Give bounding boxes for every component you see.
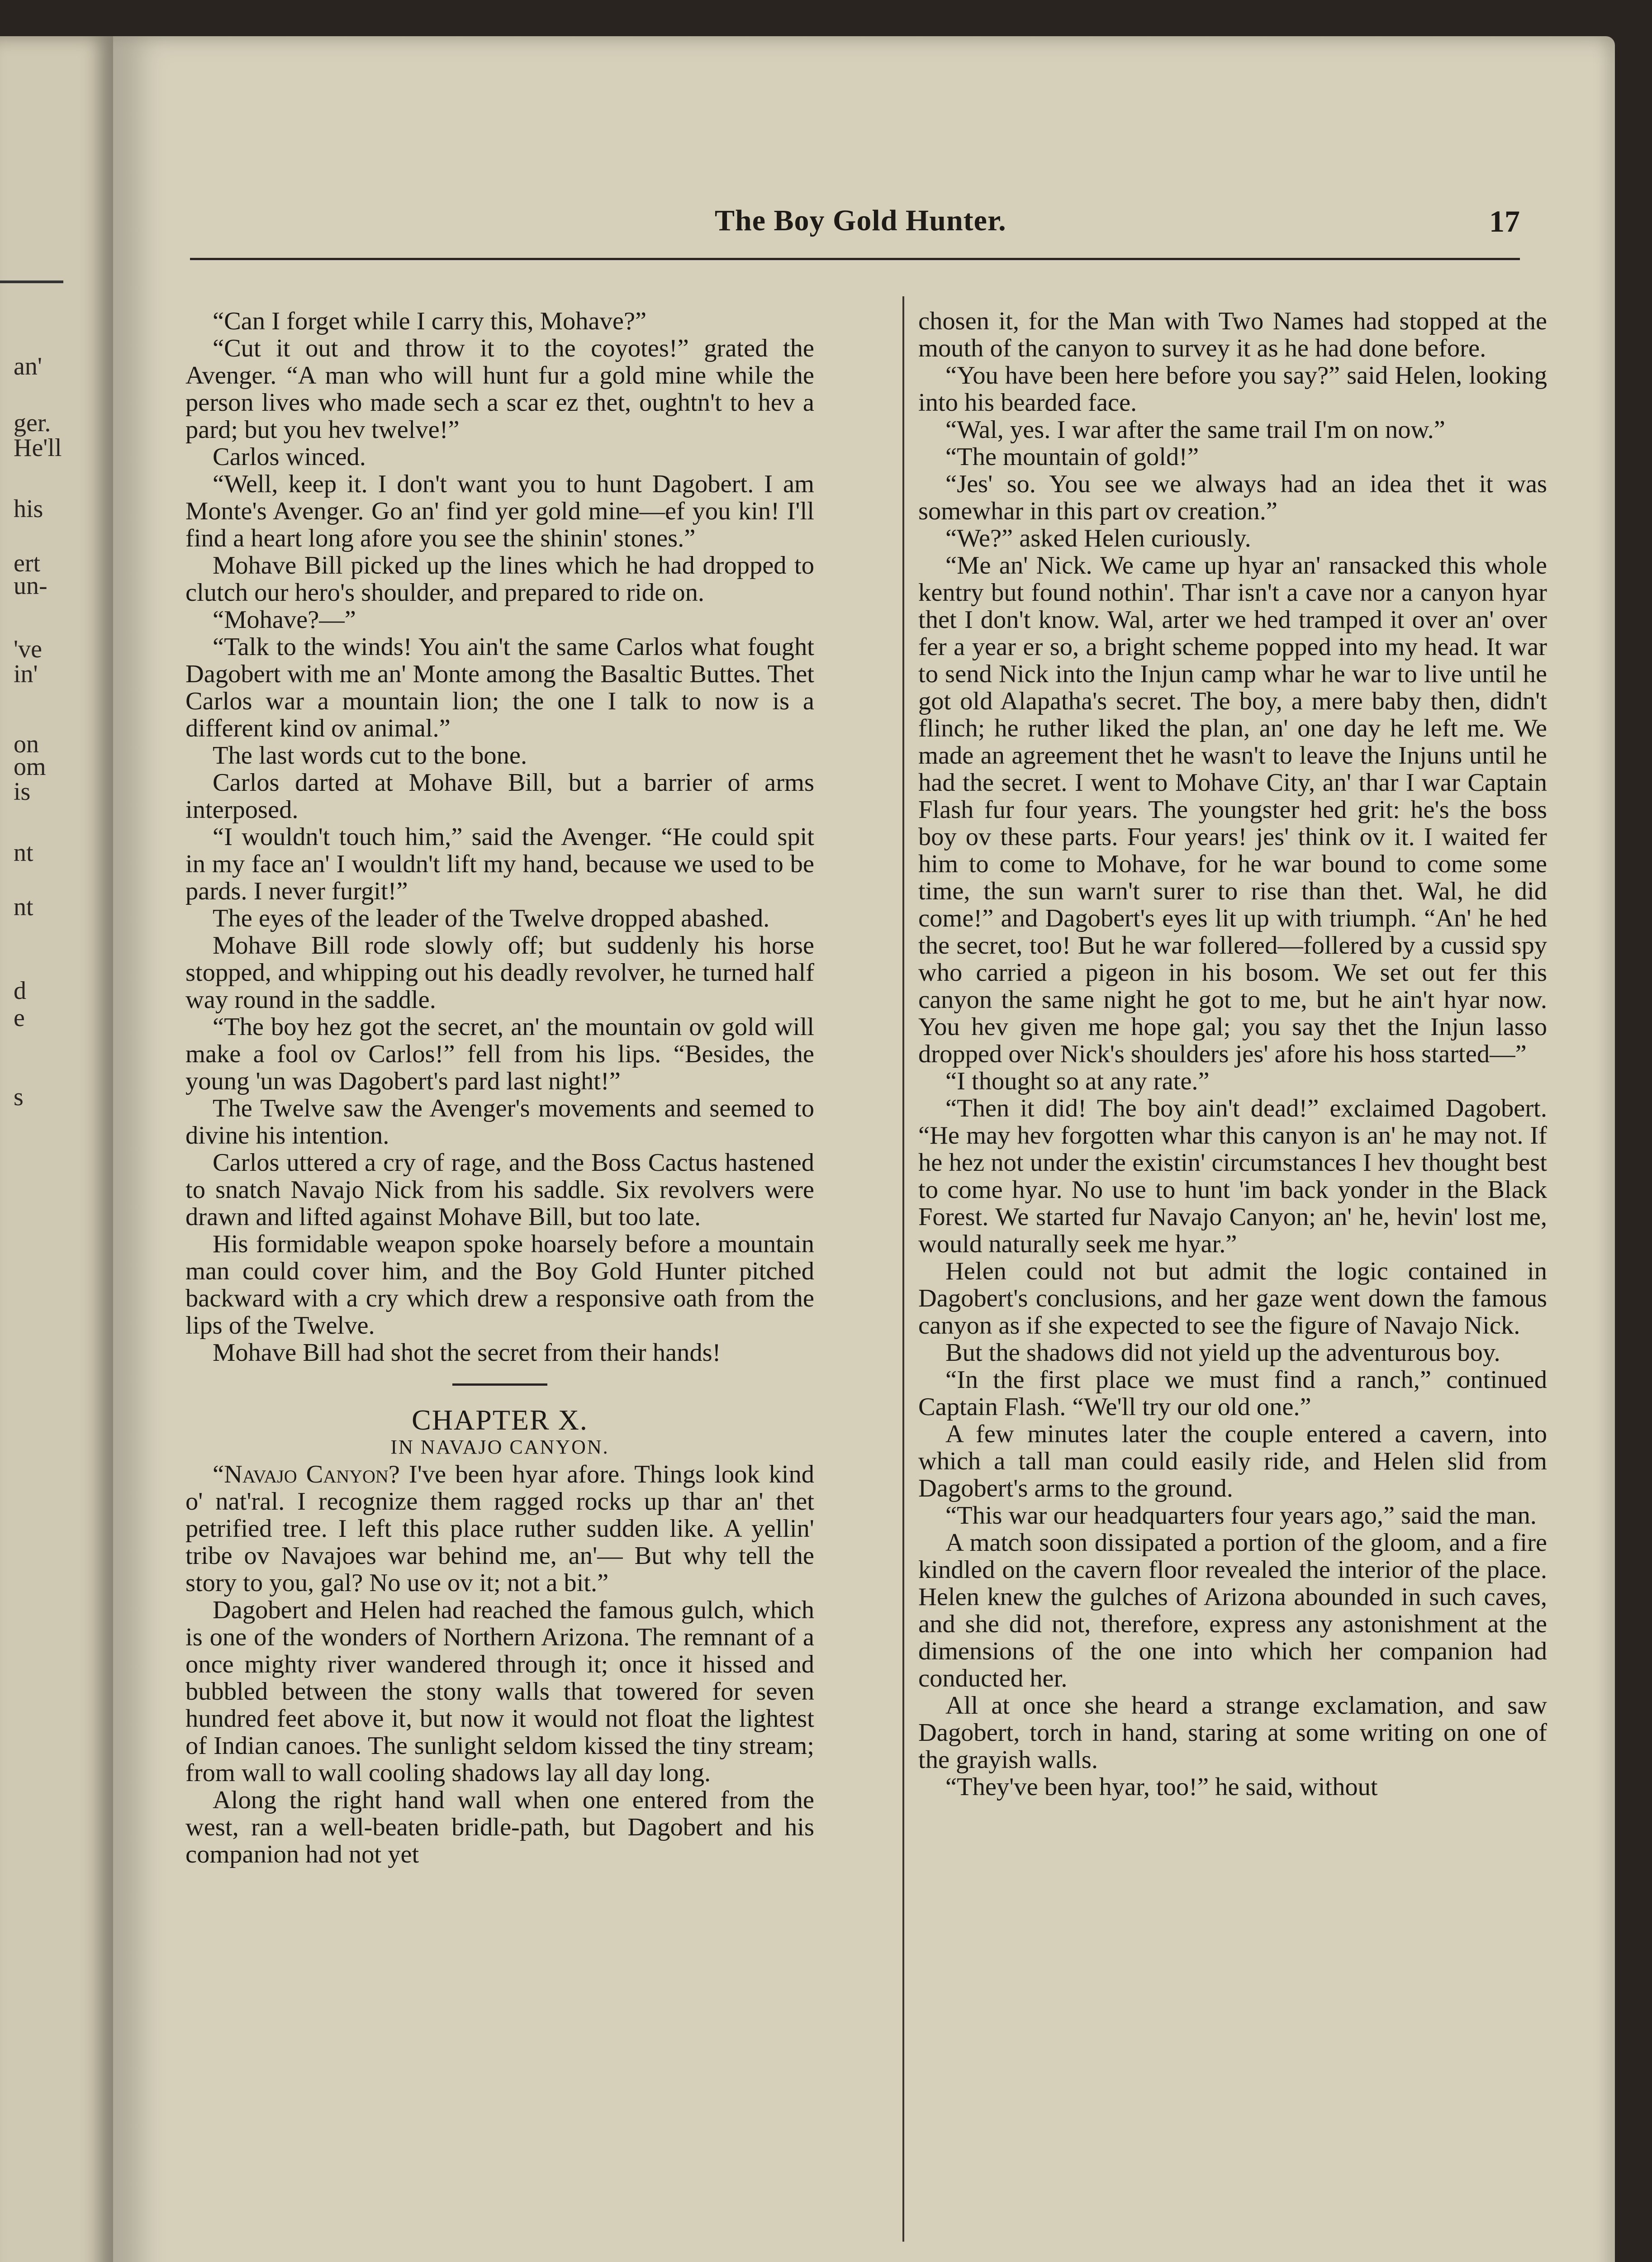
facing-page-fragment: in' — [14, 660, 38, 688]
paragraph: His formidable weapon spoke hoarsely before a mountain man could cover him, and the Boy Gold Hunter pitched backward with a cry which drew a responsive oath from the lips of the Twelve. — [185, 1230, 814, 1340]
left-column-paragraphs — [185, 308, 814, 1366]
left-text-column — [185, 308, 814, 1868]
facing-page-fragment: an' — [14, 352, 42, 380]
page-number: 17 — [1489, 204, 1520, 238]
paragraph: All at once she heard a strange exclamation, and saw Dagobert, torch in hand, staring at some writing on one of the grayish walls. — [918, 1692, 1547, 1774]
paragraph: Dagobert and Helen had reached the famous gulch, which is one of the wonders of Northern Arizona. The remnant of a once mighty river wandered through it; once it hissed and bubbled between the stony walls that towered for seven hundred feet above it, but now it would not float the lightest of Indian canoes. The sunlight seldom kissed the tiny stream; from wall to wall cooling shadows lay all day long. — [185, 1596, 814, 1787]
chapter-title: CHAPTER X. — [412, 1404, 588, 1436]
paragraph: A match soon dissipated a portion of the gloom, and a fire kindled on the cavern floor revealed the interior of the place. Helen knew the gulches of Arizona abounded in such caves, and she did not, therefore, express any astonishment at the dimensions of the one into which her companion had conducted her. — [918, 1529, 1547, 1692]
column-divider — [902, 296, 904, 2242]
paragraph: “You have been here before you say?” said Helen, looking into his bearded face. — [918, 361, 1547, 417]
chapter-opening-lead: “Navajo Canyon? — [213, 1460, 400, 1488]
paragraph: “We?” asked Helen curiously. — [945, 524, 1251, 552]
facing-page-edge — [0, 36, 113, 2262]
facing-page-fragment: is — [14, 778, 31, 806]
paragraph: “Mohave?—” — [213, 606, 356, 634]
facing-page-fragment: e — [14, 1004, 25, 1032]
paragraph: “The boy hez got the secret, an' the mountain ov gold will make a fool ov Carlos!” fell from his lips. “Besides, the young 'un was Dagobert's pard last night!” — [185, 1013, 814, 1095]
facing-page-fragment: nt — [14, 893, 33, 921]
paragraph: “I thought so at any rate.” — [945, 1067, 1210, 1095]
paragraph: “This war our headquarters four years ago,” said the man. — [945, 1502, 1537, 1530]
paragraph: Carlos uttered a cry of rage, and the Boss Cactus hastened to snatch Navajo Nick from his saddle. Six revolvers were drawn and lifted against Mohave Bill, but too late. — [185, 1149, 814, 1231]
paragraph: Along the right hand wall when one entered from the west, ran a well-beaten bridle-path, but Dagobert and his companion had not yet — [185, 1786, 814, 1868]
paragraph: “They've been hyar, too!” he said, without — [945, 1773, 1378, 1801]
paragraph: Carlos darted at Mohave Bill, but a barrier of arms interposed. — [185, 769, 814, 824]
paragraph: The Twelve saw the Avenger's movements and seemed to divine his intention. — [185, 1094, 814, 1150]
paragraph: Mohave Bill picked up the lines which he had dropped to clutch our hero's shoulder, and prepared to ride on. — [185, 551, 814, 607]
paragraph: Mohave Bill had shot the secret from their hands! — [213, 1339, 721, 1367]
facing-page-fragment: on — [14, 730, 39, 758]
paragraph: “Me an' Nick. We came up hyar an' ransacked this whole kentry but found nothin'. Thar isn't a cave nor a canyon hyar thet I don't know. Wal, arter we hed tramped it over an' over fer a year er so, a bright scheme popped into my head. It war to send Nick into the Injun camp whar he war to live until he got old Alapatha's secret. The boy, a mere baby then, didn't flinch; he ruther liked the plan, an' one day he left me. We made an agreement thet he wasn't to leave the Injuns until he had the secret. I went to Mohave City, an' thar I war Captain Flash fur four years. The youngster hed grit: he's the boss boy ov these parts. Four years! jes' think ov it. I waited fer him to come to Mohave, for he war bound to come some time, the sun warn't surer to rise than thet. Wal, he did come!” and Dagobert's eyes lit up with triumph. “An' he hed the secret, too! But he war follered—follered by a cussid spy who carried a pigeon in his bosom. We set out fer this canyon the same night he got to me, but he ain't hyar now. You hev given me hope gal; you say thet the Injun lasso dropped over Nick's shoulders jes' afore his hoss started—” — [918, 551, 1547, 1068]
facing-page-fragment: ger. — [14, 409, 51, 437]
facing-page-fragment: d — [14, 977, 26, 1005]
paragraph: Helen could not but admit the logic contained in Dagobert's conclusions, and her gaze went down the famous canyon as if she expected to see the figure of Navajo Nick. — [918, 1257, 1547, 1340]
facing-page-fragment: his — [14, 495, 43, 523]
paragraph: chosen it, for the Man with Two Names had stopped at the mouth of the canyon to survey it as he had done before. — [918, 307, 1547, 362]
paragraph: The last words cut to the bone. — [213, 741, 527, 770]
paragraph: “Well, keep it. I don't want you to hunt Dagobert. I am Monte's Avenger. Go an' find yer gold mine—ef you kin! I'll find a heart long afore you see the shinin' stones.” — [185, 470, 814, 552]
facing-page-fragment: ert — [14, 549, 41, 577]
right-text-column — [918, 308, 1547, 1801]
right-column-paragraphs — [918, 308, 1547, 1801]
left-column-paragraphs-after — [185, 1597, 814, 1868]
paragraph: The eyes of the leader of the Twelve dropped abashed. — [213, 904, 770, 932]
book-page — [113, 36, 1615, 2262]
facing-page-fragment: He'll — [14, 434, 62, 462]
paragraph: But the shadows did not yield up the adventurous boy. — [945, 1339, 1500, 1367]
paragraph: “I wouldn't touch him,” said the Avenger. “He could spit in my face an' I wouldn't lift my hand, because we used to be pards. I never furgit!” — [185, 823, 814, 905]
paragraph: “Cut it out and throw it to the coyotes!” grated the Avenger. “A man who will hunt fur a gold mine while the person lives who made sech a scar ez thet, oughtn't to hev a pard; but you hev twelve!” — [185, 334, 814, 444]
paragraph: “Talk to the winds! You ain't the same Carlos what fought Dagobert with me an' Monte among the Basaltic Buttes. Thet Carlos war a mountain lion; the one I talk to now is a different kind ov animal.” — [185, 633, 814, 742]
paragraph: Carlos winced. — [213, 443, 366, 471]
paragraph: “The mountain of gold!” — [945, 443, 1199, 471]
facing-page-rule — [0, 280, 63, 283]
chapter-opening-rest: I've been hyar afore. Things look kind o' nat'ral. I recognize them ragged rocks up thar an' thet petrified tree. I left this place ruther sudden like. A yellin' tribe ov Navajoes war behind me, an'— But why tell the story to you, gal? No use ov it; not a bit.” — [185, 1460, 814, 1597]
chapter-subtitle: IN NAVAJO CANYON. — [390, 1436, 609, 1458]
paragraph: “Wal, yes. I war after the same trail I'm on now.” — [945, 416, 1445, 444]
chapter-rule — [452, 1383, 547, 1386]
page-header — [190, 204, 1520, 253]
paragraph: Mohave Bill rode slowly off; but suddenly his horse stopped, and whipping out his deadly revolver, he turned half way round in the saddle. — [185, 931, 814, 1014]
paragraph: “Then it did! The boy ain't dead!” exclaimed Dagobert. “He may hev forgotten whar this canyon is an' he may not. If he hez not under the existin' circumstances I hev thought best to come hyar. No use to hunt 'im back yonder in the Black Forest. We started fur Navajo Canyon; an' he, hevin' lost me, would naturally seek me hyar.” — [918, 1094, 1547, 1258]
chapter-opening-paragraph — [185, 1461, 814, 1597]
paragraph: “Jes' so. You see we always had an idea thet it was somewhar in this part ov creation.” — [918, 470, 1547, 525]
paragraph: “Can I forget while I carry this, Mohave?” — [213, 307, 647, 335]
header-rule — [190, 258, 1520, 260]
facing-page-fragment: s — [14, 1083, 24, 1111]
facing-page-fragment: 've — [14, 635, 42, 663]
facing-page-fragment: om — [14, 753, 46, 781]
paragraph: A few minutes later the couple entered a cavern, into which a tall man could easily ride, and Helen slid from Dagobert's arms to the ground. — [918, 1420, 1547, 1502]
paragraph: “In the first place we must find a ranch,” continued Captain Flash. “We'll try our old one.” — [918, 1366, 1547, 1421]
running-title: The Boy Gold Hunter. — [715, 204, 1006, 237]
facing-page-fragment: nt — [14, 839, 33, 867]
facing-page-fragment: un- — [14, 572, 47, 600]
